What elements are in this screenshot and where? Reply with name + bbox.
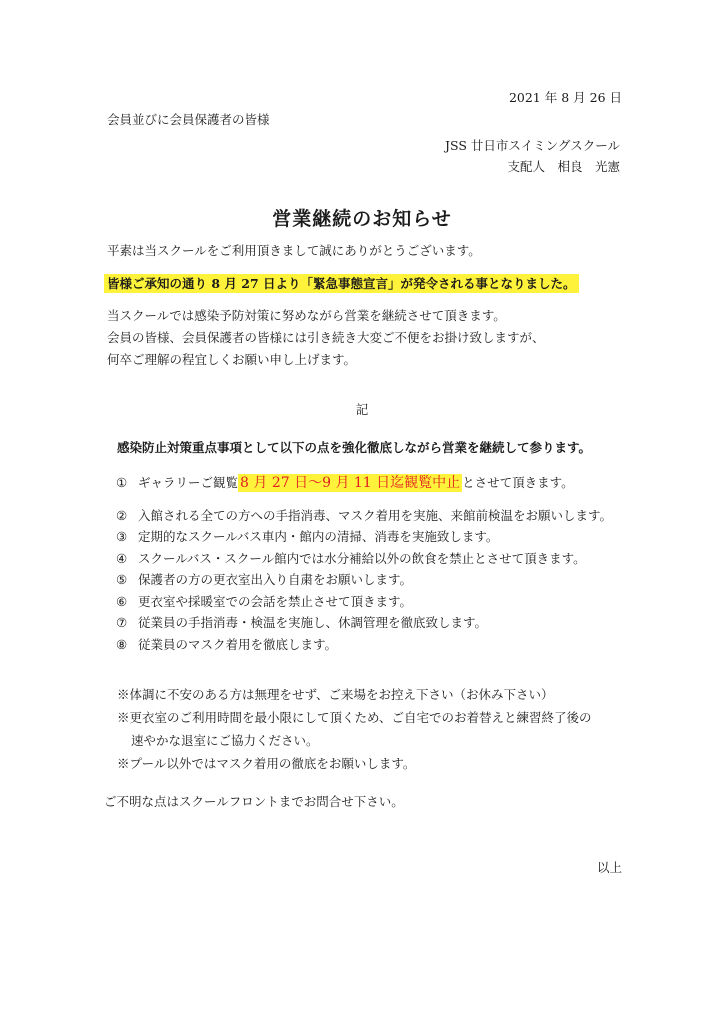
manager-name: 支配人 相良 光憲 [507, 159, 620, 174]
item-number: ① [116, 475, 128, 490]
closing-mark: 以上 [596, 860, 622, 875]
document-date: 2021 年 8 月 26 日 [508, 90, 622, 105]
measure-item-3 [116, 526, 612, 548]
note-line: 速やかな退室にご協力ください。 [131, 733, 319, 748]
body-paragraph [107, 305, 545, 371]
measure-item-5 [116, 569, 612, 591]
note-line: ※更衣室のご利用時間を最小限にして頂くため、ご自宅でのお着替えと練習終了後の [117, 710, 592, 725]
item-text: スクールバス・スクール館内では水分補給以外の飲食を禁止とさせて頂きます。 [138, 550, 586, 566]
highlight-notice-text: 皆様ご承知の通り 8 月 27 日より「緊急事態宣言」が発令される事となりました。 [104, 274, 579, 293]
item-text: 保護者の方の更衣室出入り自粛をお願いします。 [138, 572, 413, 587]
measures-list [116, 472, 612, 655]
item-text: ギャラリーご観覧 [138, 475, 239, 490]
measure-item-6 [116, 591, 612, 613]
item-text: 従業員のマスク着用を徹底します。 [138, 636, 338, 652]
note-line: ※プール以外ではマスク着用の徹底をお願いします。 [117, 756, 416, 771]
item-text: 従業員の手指消毒・検温を実施し、休調管理を徹底致します。 [138, 615, 488, 630]
measure-item-7 [116, 612, 612, 634]
notes-section [117, 683, 592, 775]
note-line: ※体調に不安のある方は無理をせず、ご来場をお控え下さい（お休み下さい） [117, 687, 554, 702]
item-number: ⑦ [116, 615, 128, 630]
body-line: 当スクールでは感染予防対策に努めながら営業を継続させて頂きます。 [107, 308, 506, 323]
emphasis-period: 8 月 27 日～9 月 11 日迄観覧中止 [240, 475, 461, 491]
addressee: 会員並びに会員保護者の皆様 [107, 112, 270, 127]
measure-item-1 [116, 472, 612, 494]
item-text: 入館される全ての方への手指消毒、マスク着用を実施、来館前検温をお願いします。 [138, 507, 613, 523]
body-line: 会員の皆様、会員保護者の皆様には引き続き大変ご不便をお掛け致しますが、 [107, 330, 545, 345]
item-number: ⑧ [116, 636, 128, 652]
item-text: 更衣室や採暖室での会話を禁止させて頂きます。 [138, 593, 413, 609]
organization-name: JSS 廿日市スイミングスクール [444, 138, 620, 153]
measure-item-8 [116, 634, 612, 656]
measure-item-4 [116, 548, 612, 570]
item-text: 定期的なスクールバス車内・館内の清掃、消毒を実施致します。 [138, 529, 499, 544]
item-number: ⑤ [116, 572, 128, 587]
body-line: 何卒ご理解の程宜しくお願い申し上げます。 [107, 352, 357, 367]
item-number: ④ [116, 550, 128, 566]
item-number: ③ [116, 529, 128, 544]
item-number: ② [116, 507, 128, 523]
greeting-paragraph: 平素は当スクールをご利用頂きまして誠にありがとうございます。 [107, 243, 481, 258]
measures-intro: 感染防止対策重点事項として以下の点を強化徹底しながら営業を継続して参ります。 [117, 440, 592, 455]
ki-marker: 記 [355, 402, 369, 417]
item-text: とさせて頂きます。 [462, 475, 574, 490]
contact-line: ご不明な点はスクールフロントまでお問合せ下さい。 [104, 794, 404, 809]
item-number: ⑥ [116, 593, 128, 609]
measure-item-2 [116, 505, 612, 527]
highlight-notice [104, 274, 579, 292]
document-title: 営業継続のお知らせ [272, 208, 452, 230]
